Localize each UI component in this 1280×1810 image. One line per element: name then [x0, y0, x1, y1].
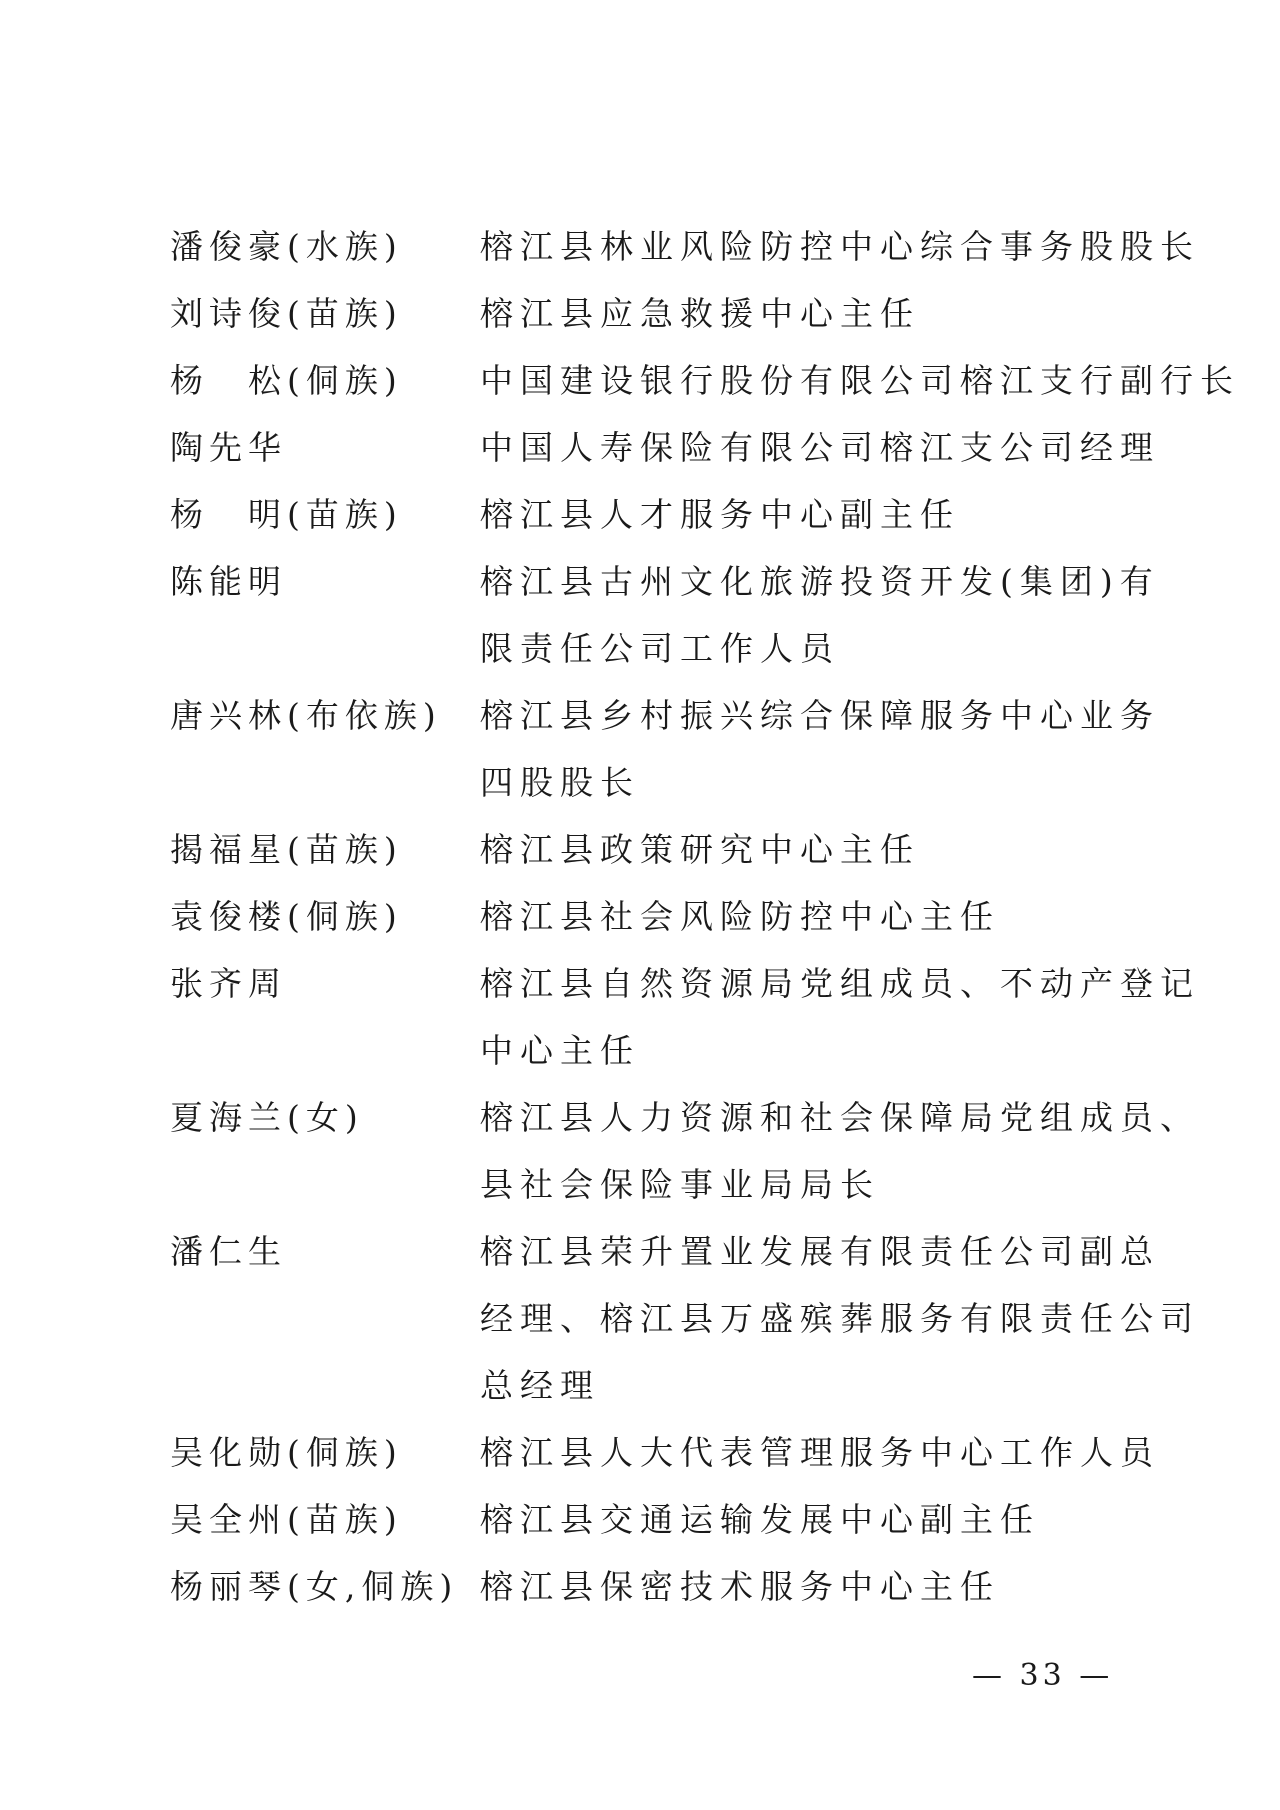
- list-item: [170, 347, 1240, 414]
- list-item: [170, 950, 1200, 1084]
- person-position: [480, 950, 1200, 1084]
- person-position: [480, 213, 1200, 280]
- person-name: 张齐周: [170, 964, 287, 1003]
- position-text-line: 县社会保险事业局局长: [480, 1165, 880, 1204]
- position-text-line: 榕江县乡村振兴综合保障服务中心业务: [480, 696, 1160, 735]
- list-item: [170, 1218, 1200, 1419]
- position-text-line: 榕江县古州文化旅游投资开发(集团)有: [480, 562, 1160, 601]
- person-name: 陶先华: [170, 428, 287, 467]
- list-item: [170, 682, 1160, 816]
- person-position: [480, 1553, 1130, 1620]
- person-position: [480, 280, 1130, 347]
- person-position: [480, 414, 1160, 481]
- position-text-line: 榕江县荣升置业发展有限责任公司副总: [480, 1232, 1160, 1271]
- list-item: [170, 1486, 1130, 1553]
- person-name: 唐兴林(布依族): [170, 696, 442, 735]
- list-item: [170, 481, 1130, 548]
- position-text-line: 经理、榕江县万盛殡葬服务有限责任公司: [480, 1299, 1200, 1338]
- list-item: [170, 1419, 1160, 1486]
- list-item: [170, 548, 1160, 682]
- person-position: [480, 1218, 1200, 1419]
- position-text-line: 中国建设银行股份有限公司榕江支行副行长: [480, 361, 1240, 400]
- position-text-line: 榕江县保密技术服务中心主任: [480, 1567, 1000, 1606]
- position-text-line: 榕江县交通运输发展中心副主任: [480, 1500, 1040, 1539]
- list-item: [170, 414, 1160, 481]
- list-item: [170, 883, 1130, 950]
- position-text-line: 榕江县林业风险防控中心综合事务股股长: [480, 227, 1200, 266]
- list-item: [170, 213, 1200, 280]
- position-text-line: 榕江县社会风险防控中心主任: [480, 897, 1000, 936]
- position-text-line: 榕江县自然资源局党组成员、不动产登记: [480, 964, 1200, 1003]
- person-position: [480, 883, 1130, 950]
- position-text-line: 中国人寿保险有限公司榕江支公司经理: [480, 428, 1160, 467]
- person-position: [480, 1486, 1130, 1553]
- position-text-line: 榕江县应急救援中心主任: [480, 294, 920, 333]
- person-name: 吴化勋(侗族): [170, 1433, 403, 1472]
- person-name: 揭福星(苗族): [170, 830, 403, 869]
- person-name: 杨 明(苗族): [170, 495, 403, 534]
- position-text-line: 限责任公司工作人员: [480, 629, 840, 668]
- person-name: 吴全州(苗族): [170, 1500, 403, 1539]
- person-name: 杨丽琴(女,侗族): [170, 1567, 459, 1606]
- list-item: [170, 1084, 1200, 1218]
- position-text-line: 榕江县人力资源和社会保障局党组成员、: [480, 1098, 1200, 1137]
- position-text-line: 总经理: [480, 1366, 600, 1405]
- person-position: [480, 481, 1130, 548]
- position-text-line: 中心主任: [480, 1031, 640, 1070]
- person-name: 潘仁生: [170, 1232, 287, 1271]
- list-item: [170, 816, 1130, 883]
- page-number: — 33 —: [972, 1658, 1114, 1693]
- list-item: [170, 280, 1130, 347]
- position-text-line: 榕江县人才服务中心副主任: [480, 495, 960, 534]
- position-text-line: 榕江县政策研究中心主任: [480, 830, 920, 869]
- person-name: 袁俊楼(侗族): [170, 897, 403, 936]
- person-name: 潘俊豪(水族): [170, 227, 403, 266]
- position-text-line: 四股股长: [480, 763, 640, 802]
- person-position: [480, 682, 1160, 816]
- person-name: 杨 松(侗族): [170, 361, 403, 400]
- person-name: 陈能明: [170, 562, 287, 601]
- position-text-line: 榕江县人大代表管理服务中心工作人员: [480, 1433, 1160, 1472]
- person-name: 夏海兰(女): [170, 1098, 364, 1137]
- person-position: [480, 347, 1240, 414]
- person-position: [480, 1419, 1160, 1486]
- person-name: 刘诗俊(苗族): [170, 294, 403, 333]
- list-item: [170, 1553, 1130, 1620]
- person-position: [480, 1084, 1200, 1218]
- person-position: [480, 816, 1130, 883]
- person-position: [480, 548, 1160, 682]
- personnel-list: [170, 213, 1240, 1620]
